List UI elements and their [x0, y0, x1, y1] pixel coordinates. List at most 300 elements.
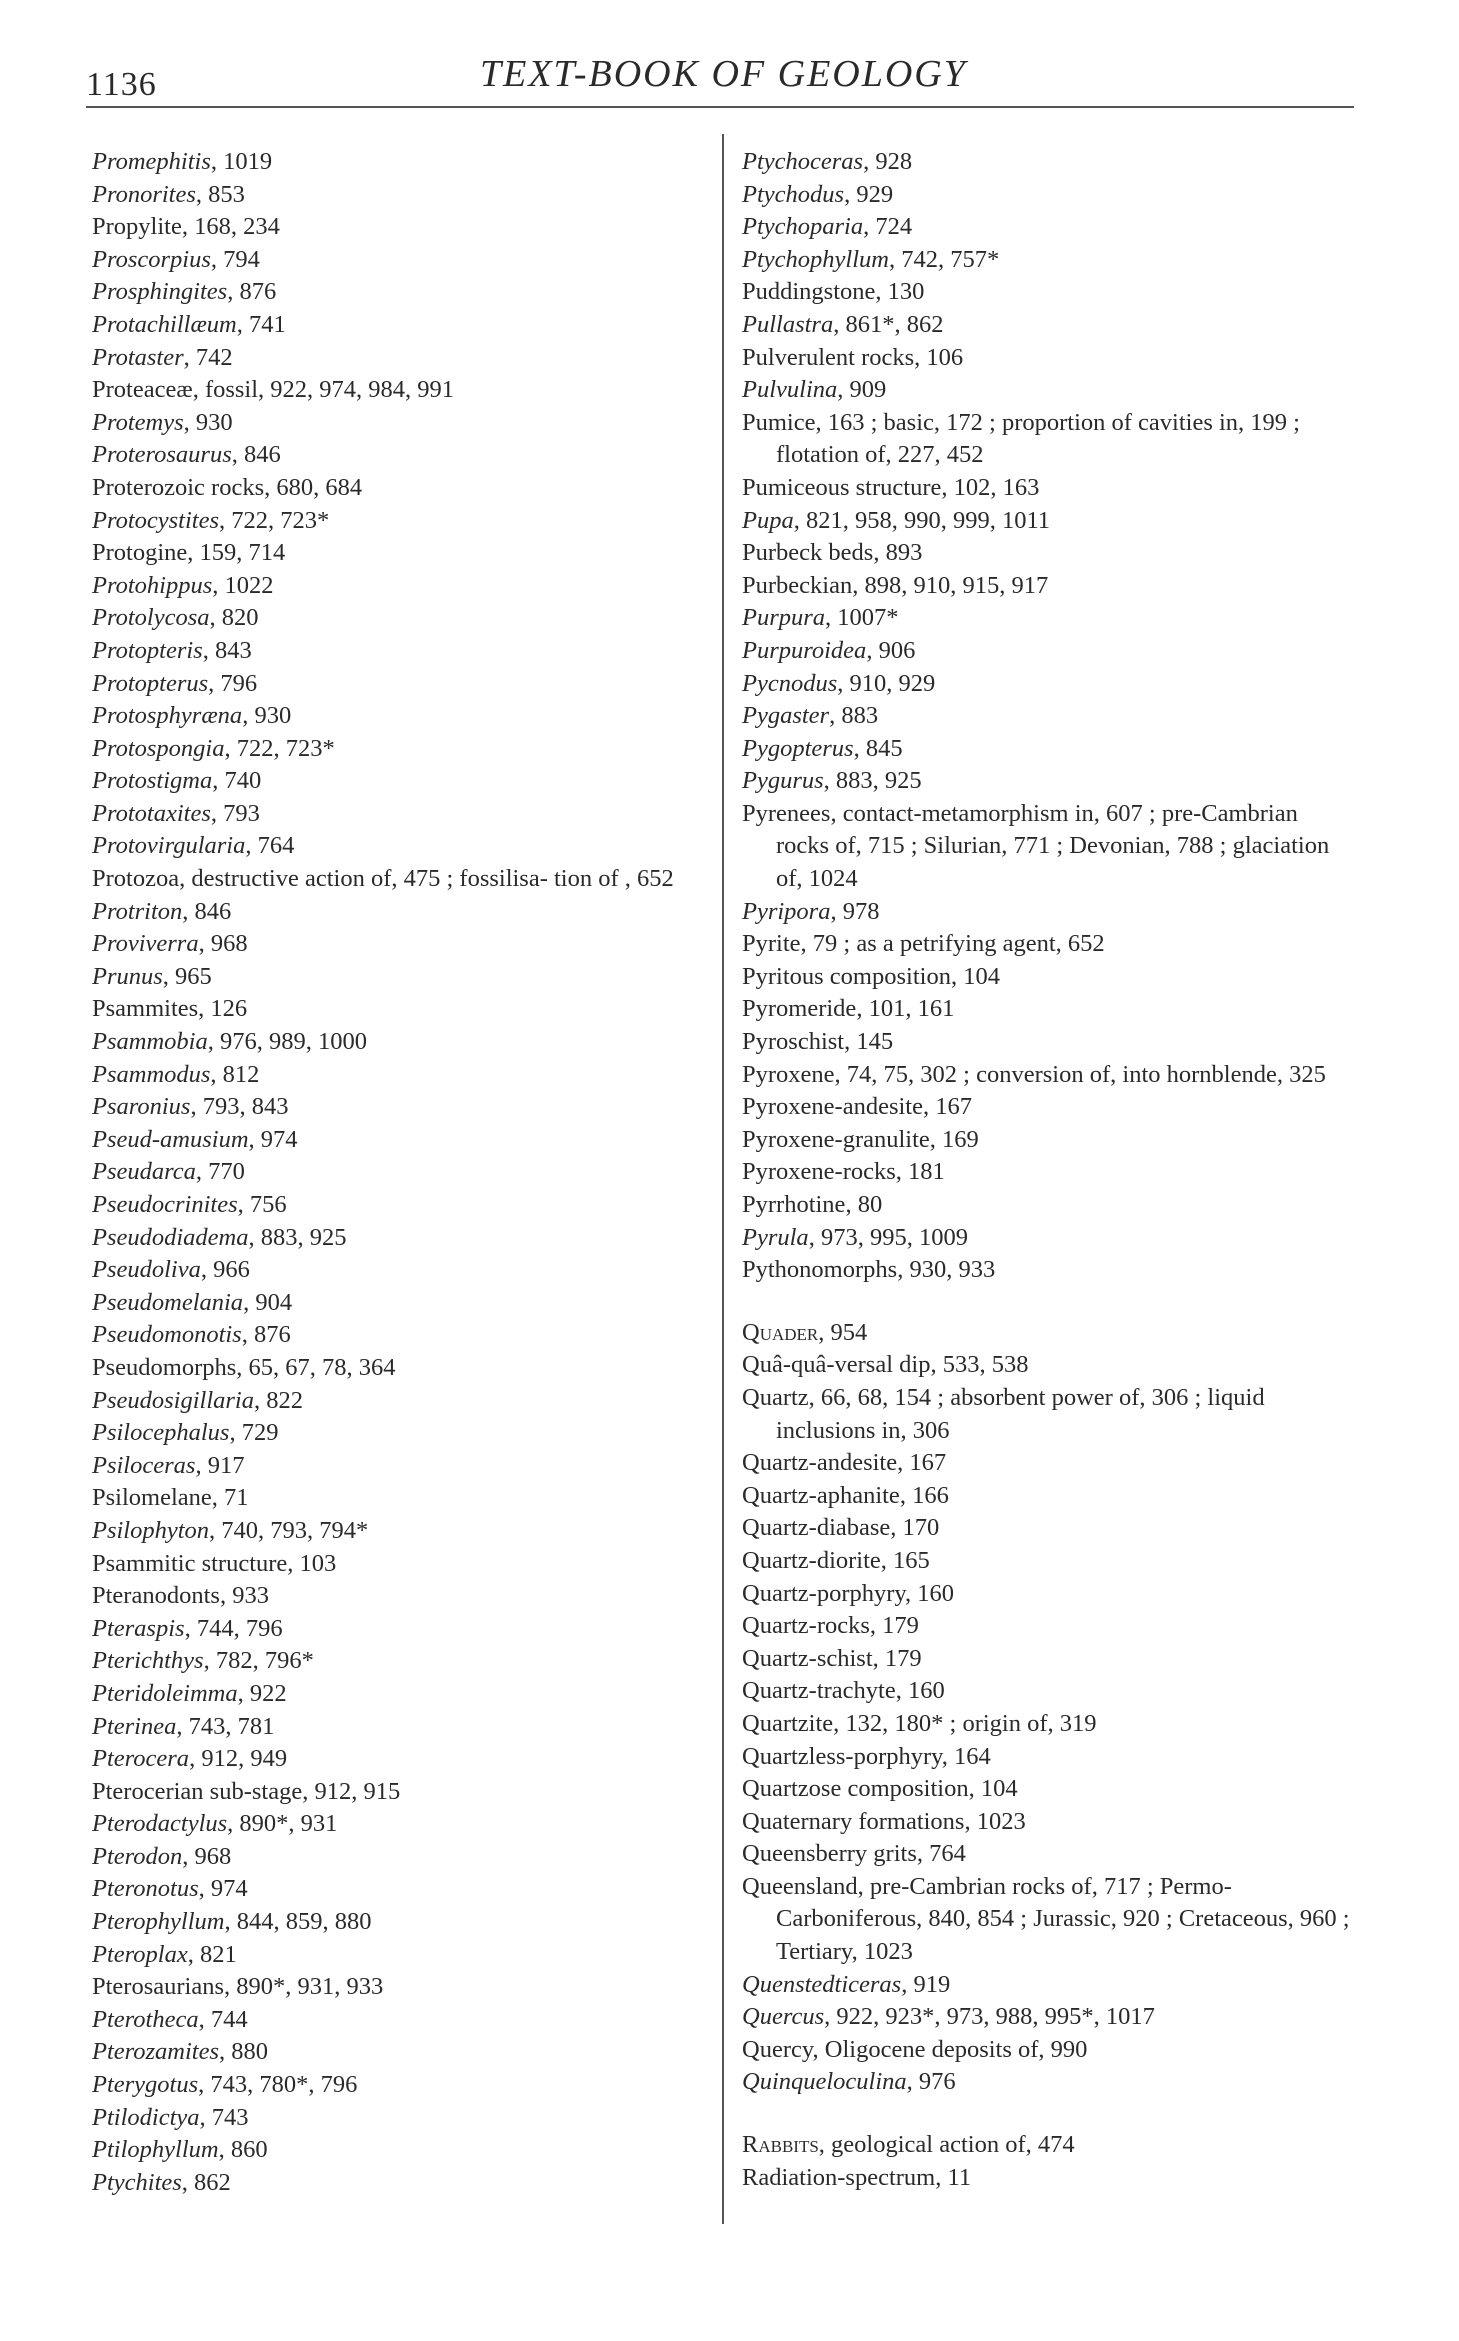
index-term: Quercy — [742, 2035, 813, 2063]
index-entry — [742, 1382, 1354, 1447]
index-entry — [742, 1222, 1354, 1255]
index-page-refs: , 929 — [844, 180, 894, 208]
index-column-right — [742, 146, 1354, 2194]
index-entry — [92, 668, 692, 701]
index-page-refs: , 880 — [219, 2038, 269, 2066]
index-term: Quartz-diabase — [742, 1514, 891, 1542]
index-entry — [92, 1776, 692, 1809]
index-entry — [742, 1969, 1354, 2002]
index-page-refs: , 922, 923*, 973, 988, 995*, 1017 — [824, 2003, 1155, 2031]
index-page-refs: , 893 — [873, 539, 923, 567]
index-entry — [742, 570, 1354, 603]
index-page-refs: , 130 — [875, 278, 925, 306]
index-term: Quartz-trachyte — [742, 1677, 896, 1705]
index-page-refs: , 145 — [844, 1028, 894, 1056]
column-divider — [722, 134, 724, 2224]
index-page-refs: , 169 — [929, 1125, 979, 1153]
index-entry — [92, 1254, 692, 1287]
index-term: Queensberry grits — [742, 1840, 917, 1868]
index-page-refs: , 845 — [853, 734, 903, 762]
index-entry — [92, 374, 692, 407]
index-entry — [742, 244, 1354, 277]
index-entry — [92, 961, 692, 994]
index-entry — [742, 2034, 1354, 2067]
index-term: Proterosaurus — [92, 441, 232, 469]
index-entry — [92, 928, 692, 961]
page-number: 1136 — [86, 66, 157, 103]
index-entry — [92, 146, 692, 179]
index-page-refs: , 822 — [253, 1386, 303, 1414]
index-page-refs: , 160 — [895, 1677, 945, 1705]
index-page-refs: , 821, 958, 990, 999, 1011 — [793, 506, 1051, 534]
index-page-refs: , 104 — [950, 962, 1000, 990]
index-entry — [92, 733, 692, 766]
index-term: Ptychodus — [742, 180, 845, 208]
index-page-refs: , 743, 781 — [176, 1712, 275, 1740]
index-page-refs: , 1022 — [212, 571, 274, 599]
index-page-refs: , fossil, 922, 974, 984, 991 — [192, 376, 455, 404]
index-term: Quartz-aphanite — [742, 1481, 900, 1509]
index-entry — [742, 374, 1354, 407]
index-entry — [742, 342, 1354, 375]
index-page-refs: , 126 — [198, 995, 248, 1023]
index-page-refs: , 968 — [182, 1842, 232, 1870]
index-entry — [742, 2066, 1354, 2099]
index-page-refs: , 846 — [182, 897, 232, 925]
index-entry — [742, 1871, 1354, 1969]
index-page-refs: , 742, 757* — [888, 245, 1000, 273]
index-entry — [92, 1156, 692, 1189]
index-term: Pseudoliva — [92, 1256, 201, 1284]
index-page-refs: , 966 — [200, 1256, 250, 1284]
index-entry — [742, 1741, 1354, 1774]
index-term: Pycnodus — [742, 669, 838, 697]
index-page-refs: , 974 — [198, 1875, 248, 1903]
index-page-refs: , 165 — [880, 1546, 930, 1574]
index-term: Proviverra — [92, 930, 199, 958]
index-entry — [92, 993, 692, 1026]
index-term: Quartz — [742, 1383, 809, 1411]
index-term: Quartz-diorite — [742, 1546, 881, 1574]
index-page-refs: , 770 — [195, 1158, 245, 1186]
index-entry — [742, 1578, 1354, 1611]
index-term: Pterygotus — [92, 2071, 199, 2099]
index-term: Quartz-andesite — [742, 1449, 898, 1477]
index-entry — [742, 1675, 1354, 1708]
index-term: Pumiceous structure — [742, 473, 942, 501]
index-page-refs: , 978 — [830, 897, 880, 925]
index-term: Pseudomorphs — [92, 1353, 237, 1381]
index-entry — [92, 505, 692, 538]
index-term: Protopteris — [92, 636, 203, 664]
index-page-refs: , 80 — [845, 1191, 883, 1218]
index-entry — [92, 1515, 692, 1548]
index-entry — [742, 1643, 1354, 1676]
index-page-refs: , 159, 714 — [187, 539, 286, 567]
index-page-refs: , 743 — [199, 2103, 249, 2131]
index-entry — [92, 863, 692, 896]
index-entry — [92, 2134, 692, 2167]
index-entry — [92, 1613, 692, 1646]
index-term: Promephitis — [92, 148, 211, 175]
index-entry — [742, 1156, 1354, 1189]
index-entry — [92, 700, 692, 733]
index-page-refs: , 79 ; as a petrifying agent, 652 — [800, 930, 1105, 958]
index-page-refs: , 890*, 931, 933 — [224, 1973, 384, 2001]
index-entry — [92, 1417, 692, 1450]
index-page-refs: , 756 — [237, 1191, 287, 1218]
index-page-refs: , 974 — [248, 1125, 298, 1153]
index-page-refs: , 862 — [181, 2168, 231, 2196]
index-entry — [92, 1026, 692, 1059]
index-entry — [742, 179, 1354, 212]
index-page-refs: , 1019 — [210, 148, 273, 175]
index-entry — [92, 2069, 692, 2102]
index-entry — [92, 1222, 692, 1255]
index-entry — [742, 1512, 1354, 1545]
index-term: Ptychoceras — [742, 148, 864, 175]
index-page-refs: , 160 — [905, 1579, 955, 1607]
index-entry — [742, 537, 1354, 570]
index-term: Quartzless-porphyry — [742, 1742, 942, 1770]
index-term: Pygurus — [742, 767, 824, 795]
index-entry — [742, 733, 1354, 766]
index-entry — [742, 602, 1354, 635]
index-page-refs: , 729 — [229, 1419, 279, 1447]
index-term: Psilocephalus — [92, 1419, 230, 1447]
index-term: Protogine — [92, 539, 188, 567]
index-term: Psilophyton — [92, 1516, 210, 1544]
index-entry — [92, 1091, 692, 1124]
index-page-refs: , 883, 925 — [823, 767, 922, 795]
index-entry — [92, 2167, 692, 2200]
index-page-refs: , 910, 929 — [837, 669, 936, 697]
index-entry — [92, 1580, 692, 1613]
index-page-refs: , 103 — [287, 1549, 337, 1577]
index-entry — [92, 472, 692, 505]
index-term: Psiloceras — [92, 1451, 196, 1479]
index-term: Quaternary formations — [742, 1807, 965, 1835]
index-entry — [92, 1808, 692, 1841]
index-page-refs: , 764 — [916, 1840, 966, 1868]
index-page-refs: , 928 — [863, 148, 913, 175]
index-term: Pteraspis — [92, 1614, 185, 1642]
index-page-refs: , 912, 949 — [189, 1745, 288, 1773]
index-page-refs: , 812 — [210, 1060, 260, 1088]
index-page-refs: , 106 — [914, 343, 964, 371]
index-page-refs: , 890*, 931 — [227, 1810, 338, 1838]
index-entry — [742, 1059, 1354, 1092]
index-term: Protospongia — [92, 734, 225, 762]
index-entry — [92, 439, 692, 472]
index-page-refs: , 722, 723* — [219, 506, 330, 534]
index-term: Quartz-porphyry — [742, 1579, 906, 1607]
index-entry — [92, 537, 692, 570]
index-term: Ptilophyllum — [92, 2136, 219, 2164]
index-term: Protosphyræna — [92, 702, 243, 730]
index-entry — [742, 146, 1354, 179]
index-term: Pyroschist — [742, 1028, 845, 1056]
index-term: Pygaster — [742, 702, 830, 730]
index-page-refs: , 794 — [210, 245, 260, 273]
index-page-refs: , 102, 163 — [941, 473, 1040, 501]
index-entry — [742, 1254, 1354, 1287]
index-term: Pyritous composition — [742, 962, 951, 990]
index-page-refs: , 132, 180* ; origin of, 319 — [833, 1709, 1097, 1737]
index-page-refs: , contact-metamorphism in, 607 ; pre-Cambrian rocks of, 715 ; Silurian, 771 ; Devonian, 788 ; glaciation of, 1024 — [776, 799, 1330, 893]
index-term: Quartz-schist — [742, 1644, 873, 1672]
index-entry — [92, 1711, 692, 1744]
index-entry — [742, 1091, 1354, 1124]
index-term: Pterocerian sub-stage — [92, 1777, 303, 1805]
index-term: Proterozoic rocks — [92, 473, 265, 501]
index-term: Pyroxene-granulite — [742, 1125, 930, 1153]
index-entry — [92, 2102, 692, 2135]
index-term: Pulvulina — [742, 376, 838, 404]
index-term: Pyrenees — [742, 799, 831, 827]
index-term: Proscorpius — [92, 245, 211, 273]
index-entry — [92, 1678, 692, 1711]
index-page-refs: , 853 — [195, 180, 245, 208]
index-page-refs: , 930 — [242, 702, 292, 730]
index-page-refs: , 844, 859, 880 — [224, 1908, 372, 1936]
index-page-refs: , 74, 75, 302 ; conversion of, into hornblende, 325 — [834, 1060, 1326, 1088]
index-page-refs: , 170 — [890, 1514, 940, 1542]
index-entry — [742, 472, 1354, 505]
index-page-refs: , pre-Cambrian rocks of, 717 ; Permo-Carboniferous, 840, 854 ; Jurassic, 920 ; Cretaceous, 960 ; Tertiary, 1023 — [776, 1872, 1350, 1966]
index-term: Prosphingites — [92, 278, 228, 306]
index-term: Ptilodictya — [92, 2103, 200, 2131]
index-term: Quader — [742, 1318, 819, 1346]
index-entry — [742, 1189, 1354, 1222]
index-term: Psaronius — [92, 1093, 191, 1121]
index-page-refs: , 909 — [837, 376, 887, 404]
index-page-refs: , 179 — [872, 1644, 922, 1672]
index-term: Pygopterus — [742, 734, 854, 762]
index-entry — [742, 407, 1354, 472]
index-page-refs: , 71 — [211, 1484, 249, 1512]
index-entry — [92, 570, 692, 603]
index-term: Pyromeride — [742, 995, 857, 1023]
index-page-refs: , 846 — [231, 441, 281, 469]
index-page-refs: , 744 — [198, 2005, 248, 2033]
index-page-refs: , 876 — [227, 278, 277, 306]
index-page-refs: , 743, 780*, 796 — [198, 2071, 358, 2099]
index-term: Ptychophyllum — [742, 245, 889, 273]
index-term: Pterosaurians — [92, 1973, 224, 2001]
index-term: Quartzose composition — [742, 1775, 969, 1803]
index-term: Psammodus — [92, 1060, 211, 1088]
index-term: Pterotheca — [92, 2005, 199, 2033]
index-entry — [742, 1124, 1354, 1157]
index-entry — [742, 1545, 1354, 1578]
index-term: Pyrula — [742, 1223, 809, 1251]
index-page-refs: , 181 — [895, 1158, 945, 1186]
index-entry — [742, 1447, 1354, 1480]
index-page-refs: , 976 — [906, 2068, 956, 2096]
index-entry — [92, 1743, 692, 1776]
index-term: Protolycosa — [92, 604, 210, 632]
index-term: Proteaceæ — [92, 376, 193, 404]
index-term: Pterozamites — [92, 2038, 220, 2066]
index-entry — [92, 765, 692, 798]
index-page-refs: , 724 — [863, 213, 913, 241]
index-term: Purbeck beds — [742, 539, 874, 567]
index-entry — [742, 1773, 1354, 1806]
index-term: Protocystites — [92, 506, 220, 534]
index-entry — [742, 2001, 1354, 2034]
index-entry — [92, 896, 692, 929]
index-term: Purpura — [742, 604, 826, 632]
index-entry — [742, 928, 1354, 961]
index-page-refs: , 740, 793, 794* — [209, 1516, 369, 1544]
running-head-title: TEXT-BOOK OF GEOLOGY — [480, 53, 967, 95]
index-page-refs: , 796 — [208, 669, 258, 697]
index-page-refs: , 912, 915 — [302, 1777, 401, 1805]
index-entry — [742, 1349, 1354, 1382]
index-page-refs: , 167 — [922, 1093, 972, 1121]
index-term: Pterophyllum — [92, 1908, 225, 1936]
index-page-refs: , 722, 723* — [224, 734, 335, 762]
index-page-refs: , 930 — [183, 408, 233, 436]
index-page-refs: , 11 — [935, 2163, 972, 2191]
index-term: Pterocera — [92, 1745, 190, 1773]
index-page-refs: , 782, 796* — [203, 1647, 314, 1675]
index-term: Prototaxites — [92, 799, 211, 827]
index-term: Protostigma — [92, 767, 213, 795]
index-entry — [742, 993, 1354, 1026]
index-page-refs: , 533, 538 — [930, 1351, 1029, 1379]
index-term: Pterinea — [92, 1712, 177, 1740]
index-entry — [92, 2036, 692, 2069]
index-entry — [742, 276, 1354, 309]
index-page-refs: , 741 — [236, 310, 286, 338]
index-page-refs: , 917 — [195, 1451, 245, 1479]
index-term: Puddingstone — [742, 278, 876, 306]
index-page-refs: , 976, 989, 1000 — [207, 1028, 367, 1056]
index-term: Propylite — [92, 213, 182, 241]
index-term: Protohippus — [92, 571, 213, 599]
index-page-refs: , 930, 933 — [897, 1256, 996, 1284]
index-entry — [92, 276, 692, 309]
index-term: Psilomelane — [92, 1484, 212, 1512]
index-entry — [92, 1059, 692, 1092]
index-entry — [742, 505, 1354, 538]
index-term: Pullastra — [742, 310, 834, 338]
index-entry — [92, 635, 692, 668]
index-page-refs: , 764 — [245, 832, 295, 860]
index-page-refs: , 744, 796 — [184, 1614, 283, 1642]
index-term: Pulverulent rocks — [742, 343, 915, 371]
index-entry — [92, 1352, 692, 1385]
index-page-refs: , 163 ; basic, 172 ; proportion of cavities in, 199 ; flotation of, 227, 452 — [776, 408, 1300, 469]
index-entry — [92, 1450, 692, 1483]
index-term: Pyroxene — [742, 1060, 835, 1088]
index-entry — [92, 1385, 692, 1418]
index-page-refs: , 179 — [869, 1612, 919, 1640]
index-column-left — [92, 146, 692, 2199]
index-term: Quâ-quâ-versal dip — [742, 1351, 931, 1379]
index-entry — [92, 1287, 692, 1320]
index-entry — [92, 244, 692, 277]
index-page-refs: , geological action of, 474 — [818, 2131, 1075, 2159]
index-entry — [742, 1806, 1354, 1839]
index-entry — [92, 1189, 692, 1222]
index-term: Pseudodiadema — [92, 1223, 249, 1251]
index-entry — [742, 309, 1354, 342]
index-page-refs: , 1007* — [825, 604, 899, 632]
index-term: Protozoa — [92, 865, 180, 893]
index-page-refs: , 104 — [968, 1775, 1018, 1803]
index-term: Pupa — [742, 506, 794, 534]
index-page-refs: , 954 — [818, 1318, 868, 1346]
index-term: Prunus — [92, 962, 163, 990]
index-term: Protopterus — [92, 669, 209, 697]
index-entry — [92, 1548, 692, 1581]
index-term: Psammites — [92, 995, 199, 1023]
index-term: Pseudarca — [92, 1158, 196, 1186]
index-entry — [742, 1708, 1354, 1741]
index-term: Radiation-spectrum — [742, 2163, 936, 2191]
index-page-refs: , 65, 67, 78, 364 — [236, 1353, 396, 1381]
index-page-refs: , 793, 843 — [190, 1093, 289, 1121]
index-entry — [92, 1841, 692, 1874]
section-gap — [742, 1287, 1354, 1317]
index-term: Pteridoleimma — [92, 1679, 238, 1707]
index-term: Pyrrhotine — [742, 1191, 846, 1218]
index-term: Protachillæum — [92, 310, 237, 338]
index-page-refs: , 101, 161 — [856, 995, 955, 1023]
index-page-refs: , 167 — [897, 1449, 947, 1477]
index-entry — [742, 1026, 1354, 1059]
index-page-refs: , 933 — [219, 1582, 269, 1610]
index-term: Pumice — [742, 408, 816, 436]
index-term: Pyripora — [742, 897, 831, 925]
index-entry — [92, 798, 692, 831]
index-term: Quartzite — [742, 1709, 834, 1737]
index-entry — [92, 1971, 692, 2004]
index-entry — [92, 1906, 692, 1939]
index-term: Protriton — [92, 897, 183, 925]
index-entry — [92, 830, 692, 863]
index-page-refs: , 821 — [187, 1940, 237, 1968]
index-entry — [742, 1317, 1354, 1350]
index-term: Protovirgularia — [92, 832, 246, 860]
index-page-refs: , 820 — [209, 604, 259, 632]
index-term: Pronorites — [92, 180, 196, 208]
index-term: Pteranodonts — [92, 1582, 220, 1610]
index-entry — [92, 1124, 692, 1157]
index-entry — [742, 668, 1354, 701]
index-entry — [92, 211, 692, 244]
index-page-refs: , 906 — [866, 636, 916, 664]
index-page-refs: , 843 — [202, 636, 252, 664]
index-page-refs: , 164 — [941, 1742, 991, 1770]
index-entry — [92, 1645, 692, 1678]
index-page-refs: , 919 — [901, 1970, 951, 1998]
index-page-refs: , 883 — [829, 702, 879, 730]
index-term: Rabbits — [742, 2131, 819, 2159]
index-term: Pyroxene-rocks — [742, 1158, 896, 1186]
index-term: Protemys — [92, 408, 184, 436]
index-term: Protaster — [92, 343, 184, 371]
index-term: Quinqueloculina — [742, 2068, 907, 2096]
index-term: Ptychites — [92, 2168, 182, 2196]
index-term: Pseudosigillaria — [92, 1386, 254, 1414]
index-term: Psammitic structure — [92, 1549, 288, 1577]
index-page-refs: , 168, 234 — [181, 213, 280, 241]
index-term: Pyrite — [742, 930, 801, 958]
